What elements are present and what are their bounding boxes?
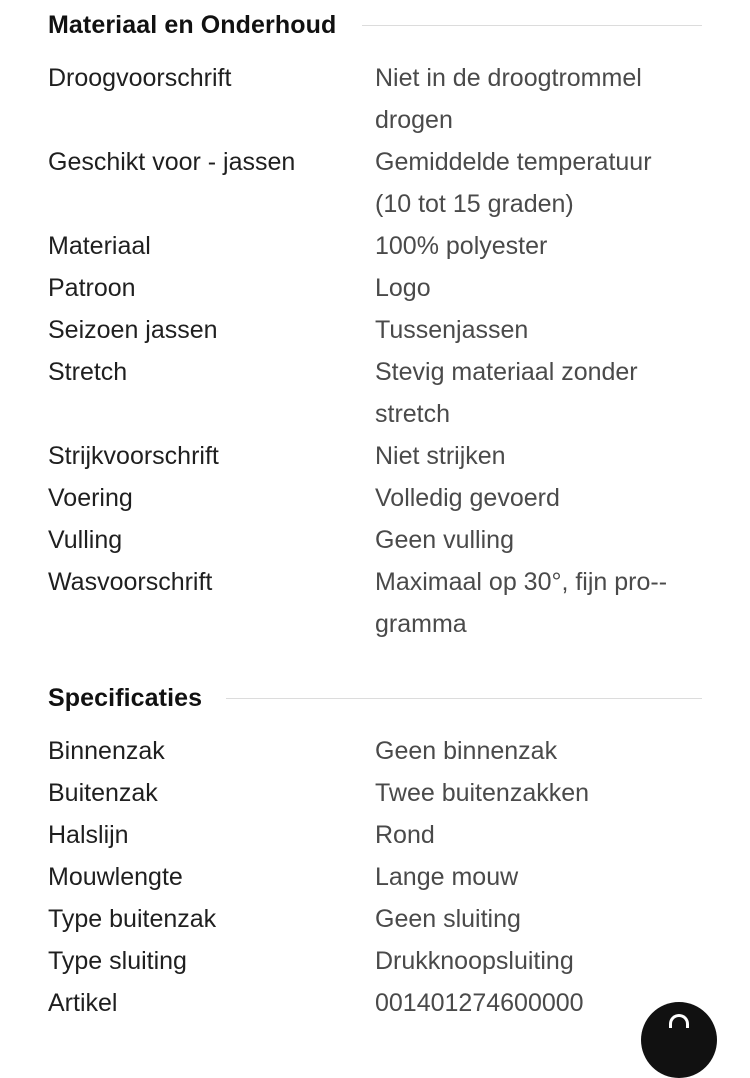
spec-row: [48, 477, 702, 519]
spec-value: Logo: [375, 274, 431, 302]
spec-label: Seizoen jassen: [48, 316, 218, 344]
spec-label: Geschikt voor - jassen: [48, 148, 296, 176]
spec-value: Rond: [375, 821, 435, 849]
spec-label: Type sluiting: [48, 947, 187, 975]
spec-value: Geen sluiting: [375, 905, 521, 933]
spec-value: Twee buitenzakken: [375, 779, 590, 807]
product-details: [48, 0, 702, 1024]
spec-row: [48, 141, 702, 225]
spec-value: 100% polyester: [375, 232, 548, 260]
spec-label: Halslijn: [48, 821, 129, 849]
spec-row: [48, 898, 702, 940]
spec-label: Buitenzak: [48, 779, 158, 807]
spec-label: Droogvoorschrift: [48, 64, 232, 92]
spec-list: [48, 57, 702, 645]
section-header: [48, 673, 702, 723]
section-header: [48, 0, 702, 50]
spec-label: Vulling: [48, 526, 123, 554]
spec-value: Tussenjassen: [375, 316, 529, 344]
spec-value: Niet strijken: [375, 442, 506, 470]
spec-label: Artikel: [48, 989, 118, 1017]
spec-row: [48, 856, 702, 898]
spec-value: Niet in de droogtrommel drogen: [375, 64, 642, 134]
spec-label: Patroon: [48, 274, 136, 302]
chat-icon: [669, 1014, 689, 1028]
section-title: Materiaal en Onderhoud: [48, 10, 337, 39]
section-divider: [362, 25, 702, 26]
spec-label: Stretch: [48, 358, 128, 386]
spec-row: [48, 225, 702, 267]
spec-label: Binnenzak: [48, 737, 165, 765]
spec-row: [48, 519, 702, 561]
spec-label: Mouwlengte: [48, 863, 183, 891]
spec-label: Materiaal: [48, 232, 151, 260]
spec-value: Stevig materiaal zonder stretch: [375, 358, 638, 428]
spec-value: Geen vulling: [375, 526, 514, 554]
chat-button[interactable]: [641, 1002, 717, 1078]
spec-label: Wasvoorschrift: [48, 568, 213, 596]
spec-row: [48, 940, 702, 982]
spec-label: Voering: [48, 484, 133, 512]
spec-value: Lange mouw: [375, 863, 519, 891]
spec-row: [48, 435, 702, 477]
section-divider: [226, 698, 702, 699]
spec-row: [48, 730, 702, 772]
spec-value: Geen binnenzak: [375, 737, 558, 765]
spec-value: Maximaal op 30°, fijn pro-gramma: [375, 568, 668, 638]
section-title: Specificaties: [48, 683, 203, 712]
spec-value: Volledig gevoerd: [375, 484, 560, 512]
material-care-section: [48, 0, 702, 645]
spec-row: [48, 351, 702, 435]
spec-row: [48, 57, 702, 141]
spec-label: Type buitenzak: [48, 905, 217, 933]
spec-row: [48, 309, 702, 351]
spec-row: [48, 561, 702, 645]
specifications-section: [48, 673, 702, 1024]
spec-label: Strijkvoorschrift: [48, 442, 219, 470]
spec-row: [48, 982, 702, 1024]
spec-value: Drukknoopsluiting: [375, 947, 574, 975]
spec-list: [48, 730, 702, 1024]
spec-row: [48, 267, 702, 309]
spec-value: Gemiddelde temperatuur (10 tot 15 graden): [375, 148, 652, 218]
spec-row: [48, 772, 702, 814]
spec-row: [48, 814, 702, 856]
spec-value: 001401274600000: [375, 989, 584, 1017]
